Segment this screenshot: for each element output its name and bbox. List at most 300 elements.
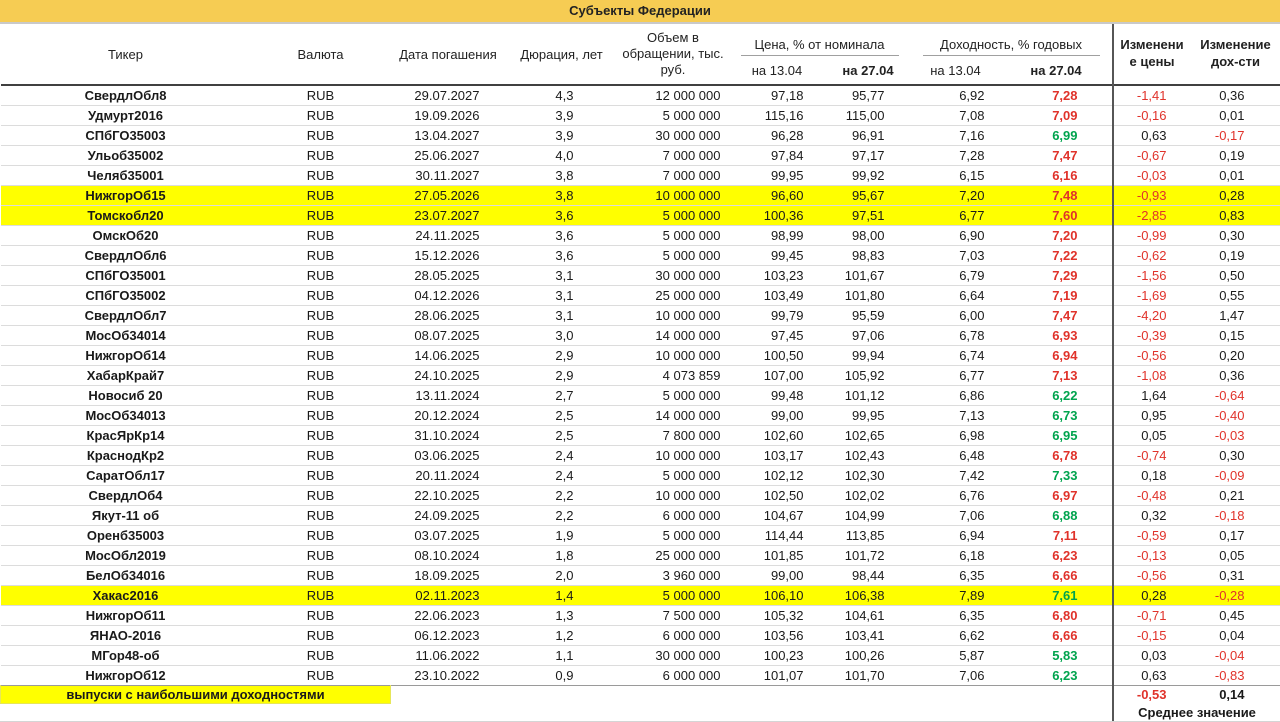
cell-price-2704[interactable]: 97,17 bbox=[826, 146, 911, 166]
cell-yield-change[interactable]: -0,28 bbox=[1191, 586, 1280, 606]
cell-duration[interactable]: 2,4 bbox=[506, 446, 618, 466]
cell-yield-change[interactable]: -0,03 bbox=[1191, 426, 1280, 446]
cell-price-1304[interactable]: 115,16 bbox=[729, 106, 826, 126]
cell-ticker[interactable]: Ульоб35002 bbox=[1, 146, 251, 166]
cell-maturity[interactable]: 13.04.2027 bbox=[391, 126, 506, 146]
cell-price-change[interactable]: 0,03 bbox=[1113, 646, 1191, 666]
cell-price-change[interactable]: -4,20 bbox=[1113, 306, 1191, 326]
cell-duration[interactable]: 2,2 bbox=[506, 486, 618, 506]
cell-price-change[interactable]: -0,99 bbox=[1113, 226, 1191, 246]
cell-price-2704[interactable]: 102,02 bbox=[826, 486, 911, 506]
col-header-volume[interactable]: Объем в обращении, тыс. руб. bbox=[622, 29, 724, 78]
cell-currency[interactable]: RUB bbox=[251, 226, 391, 246]
cell-yield-2704[interactable]: 7,48 bbox=[1001, 186, 1113, 206]
cell-price-change[interactable]: -0,03 bbox=[1113, 166, 1191, 186]
cell-price-2704[interactable]: 99,95 bbox=[826, 406, 911, 426]
cell-yield-change[interactable]: 0,50 bbox=[1191, 266, 1280, 286]
cell-yield-2704[interactable]: 6,16 bbox=[1001, 166, 1113, 186]
cell-yield-change[interactable]: 0,19 bbox=[1191, 146, 1280, 166]
cell-price-2704[interactable]: 113,85 bbox=[826, 526, 911, 546]
cell-volume[interactable]: 7 000 000 bbox=[618, 166, 729, 186]
cell-yield-2704[interactable]: 7,11 bbox=[1001, 526, 1113, 546]
cell-price-change[interactable]: -1,41 bbox=[1113, 85, 1191, 106]
cell-yield-2704[interactable]: 7,19 bbox=[1001, 286, 1113, 306]
cell-maturity[interactable]: 14.06.2025 bbox=[391, 346, 506, 366]
cell-duration[interactable]: 3,0 bbox=[506, 326, 618, 346]
cell-yield-2704[interactable]: 7,09 bbox=[1001, 106, 1113, 126]
cell-yield-1304[interactable]: 6,77 bbox=[911, 206, 1001, 226]
cell-yield-change[interactable]: 0,45 bbox=[1191, 606, 1280, 626]
cell-currency[interactable]: RUB bbox=[251, 126, 391, 146]
cell-maturity[interactable]: 25.06.2027 bbox=[391, 146, 506, 166]
cell-yield-1304[interactable]: 6,35 bbox=[911, 606, 1001, 626]
cell-price-2704[interactable]: 104,99 bbox=[826, 506, 911, 526]
cell-price-change[interactable]: -2,85 bbox=[1113, 206, 1191, 226]
cell-price-2704[interactable]: 104,61 bbox=[826, 606, 911, 626]
cell-volume[interactable]: 5 000 000 bbox=[618, 586, 729, 606]
cell-duration[interactable]: 2,0 bbox=[506, 566, 618, 586]
cell-yield-1304[interactable]: 6,86 bbox=[911, 386, 1001, 406]
cell-duration[interactable]: 3,6 bbox=[506, 226, 618, 246]
col-group-price[interactable] bbox=[729, 24, 911, 56]
cell-yield-1304[interactable]: 6,79 bbox=[911, 266, 1001, 286]
cell-price-change[interactable]: -0,13 bbox=[1113, 546, 1191, 566]
cell-yield-2704[interactable]: 6,80 bbox=[1001, 606, 1113, 626]
cell-volume[interactable]: 6 000 000 bbox=[618, 666, 729, 686]
cell-currency[interactable]: RUB bbox=[251, 666, 391, 686]
cell-price-2704[interactable]: 97,06 bbox=[826, 326, 911, 346]
cell-yield-2704[interactable]: 6,99 bbox=[1001, 126, 1113, 146]
cell-ticker[interactable]: Челяб35001 bbox=[1, 166, 251, 186]
cell-maturity[interactable]: 22.10.2025 bbox=[391, 486, 506, 506]
cell-price-change[interactable]: -0,67 bbox=[1113, 146, 1191, 166]
cell-yield-change[interactable]: 0,20 bbox=[1191, 346, 1280, 366]
cell-yield-2704[interactable]: 7,20 bbox=[1001, 226, 1113, 246]
cell-maturity[interactable]: 31.10.2024 bbox=[391, 426, 506, 446]
cell-price-change[interactable]: -0,15 bbox=[1113, 626, 1191, 646]
cell-currency[interactable]: RUB bbox=[251, 166, 391, 186]
cell-ticker[interactable]: Хакас2016 bbox=[1, 586, 251, 606]
cell-volume[interactable]: 5 000 000 bbox=[618, 246, 729, 266]
cell-ticker[interactable]: ХабарКрай7 bbox=[1, 366, 251, 386]
cell-maturity[interactable]: 03.07.2025 bbox=[391, 526, 506, 546]
cell-yield-change[interactable]: 0,17 bbox=[1191, 526, 1280, 546]
cell-yield-2704[interactable]: 6,93 bbox=[1001, 326, 1113, 346]
cell-yield-2704[interactable]: 6,22 bbox=[1001, 386, 1113, 406]
cell-price-2704[interactable]: 103,41 bbox=[826, 626, 911, 646]
cell-currency[interactable]: RUB bbox=[251, 286, 391, 306]
cell-ticker[interactable]: СПбГО35003 bbox=[1, 126, 251, 146]
cell-yield-change[interactable]: 0,01 bbox=[1191, 106, 1280, 126]
cell-price-2704[interactable]: 100,26 bbox=[826, 646, 911, 666]
cell-currency[interactable]: RUB bbox=[251, 186, 391, 206]
cell-yield-1304[interactable]: 7,08 bbox=[911, 106, 1001, 126]
cell-price-2704[interactable]: 99,94 bbox=[826, 346, 911, 366]
cell-price-1304[interactable]: 107,00 bbox=[729, 366, 826, 386]
cell-price-2704[interactable]: 101,72 bbox=[826, 546, 911, 566]
cell-currency[interactable]: RUB bbox=[251, 526, 391, 546]
cell-yield-1304[interactable]: 7,28 bbox=[911, 146, 1001, 166]
cell-price-1304[interactable]: 99,00 bbox=[729, 566, 826, 586]
cell-price-1304[interactable]: 105,32 bbox=[729, 606, 826, 626]
cell-price-change[interactable]: 0,18 bbox=[1113, 466, 1191, 486]
cell-maturity[interactable]: 29.07.2027 bbox=[414, 88, 480, 103]
cell-price-2704[interactable]: 97,51 bbox=[826, 206, 911, 226]
cell-maturity[interactable]: 06.12.2023 bbox=[391, 626, 506, 646]
cell-currency[interactable]: RUB bbox=[251, 586, 391, 606]
cell-volume[interactable]: 25 000 000 bbox=[618, 546, 729, 566]
cell-price-1304[interactable]: 106,10 bbox=[729, 586, 826, 606]
cell-maturity[interactable]: 23.10.2022 bbox=[391, 666, 506, 686]
cell-price-1304[interactable]: 103,49 bbox=[729, 286, 826, 306]
cell-yield-2704[interactable]: 7,28 bbox=[1052, 88, 1078, 103]
cell-price-2704[interactable]: 99,92 bbox=[826, 166, 911, 186]
cell-price-change[interactable]: 1,64 bbox=[1113, 386, 1191, 406]
cell-duration[interactable]: 2,7 bbox=[506, 386, 618, 406]
cell-volume[interactable]: 10 000 000 bbox=[618, 446, 729, 466]
cell-yield-1304[interactable]: 6,00 bbox=[911, 306, 1001, 326]
cell-ticker[interactable]: ЯНАО-2016 bbox=[1, 626, 251, 646]
cell-price-1304[interactable]: 114,44 bbox=[729, 526, 826, 546]
cell-price-1304[interactable]: 103,56 bbox=[729, 626, 826, 646]
cell-price-2704[interactable]: 95,77 bbox=[851, 88, 885, 103]
cell-yield-change[interactable]: 0,31 bbox=[1191, 566, 1280, 586]
cell-yield-change[interactable]: -0,40 bbox=[1191, 406, 1280, 426]
cell-volume[interactable]: 25 000 000 bbox=[618, 286, 729, 306]
cell-currency[interactable]: RUB bbox=[251, 206, 391, 226]
cell-yield-1304[interactable]: 6,98 bbox=[911, 426, 1001, 446]
cell-price-change[interactable]: -0,39 bbox=[1113, 326, 1191, 346]
cell-price-change[interactable]: -0,59 bbox=[1113, 526, 1191, 546]
cell-ticker[interactable]: Новосиб 20 bbox=[1, 386, 251, 406]
cell-yield-change[interactable]: -0,17 bbox=[1191, 126, 1280, 146]
cell-maturity[interactable]: 28.06.2025 bbox=[391, 306, 506, 326]
cell-ticker[interactable]: СвердлОбл8 bbox=[84, 88, 167, 103]
cell-currency[interactable]: RUB bbox=[251, 606, 391, 626]
highlight-note[interactable]: выпуски с наибольшими доходностями bbox=[1, 686, 391, 704]
cell-price-1304[interactable]: 97,84 bbox=[729, 146, 826, 166]
cell-yield-2704[interactable]: 6,73 bbox=[1001, 406, 1113, 426]
cell-price-1304[interactable]: 100,23 bbox=[729, 646, 826, 666]
cell-price-2704[interactable]: 95,67 bbox=[826, 186, 911, 206]
col-header-maturity[interactable]: Дата погашения bbox=[399, 46, 497, 62]
cell-duration[interactable]: 1,2 bbox=[506, 626, 618, 646]
cell-volume[interactable]: 30 000 000 bbox=[618, 266, 729, 286]
cell-currency[interactable]: RUB bbox=[251, 246, 391, 266]
cell-price-1304[interactable]: 96,28 bbox=[729, 126, 826, 146]
subheader-yield-2704[interactable]: на 27.04 bbox=[1030, 62, 1082, 78]
cell-maturity[interactable]: 20.11.2024 bbox=[391, 466, 506, 486]
cell-yield-1304[interactable]: 5,87 bbox=[911, 646, 1001, 666]
cell-yield-2704[interactable]: 6,78 bbox=[1001, 446, 1113, 466]
cell-yield-1304[interactable]: 6,76 bbox=[911, 486, 1001, 506]
cell-maturity[interactable]: 23.07.2027 bbox=[391, 206, 506, 226]
cell-volume[interactable]: 7 800 000 bbox=[618, 426, 729, 446]
cell-volume[interactable]: 5 000 000 bbox=[618, 106, 729, 126]
cell-price-change[interactable]: -0,56 bbox=[1113, 346, 1191, 366]
cell-price-1304[interactable]: 99,48 bbox=[729, 386, 826, 406]
cell-price-1304[interactable]: 99,95 bbox=[729, 166, 826, 186]
cell-duration[interactable]: 1,9 bbox=[506, 526, 618, 546]
cell-yield-change[interactable]: 0,36 bbox=[1191, 366, 1280, 386]
cell-duration[interactable]: 1,3 bbox=[506, 606, 618, 626]
cell-maturity[interactable]: 11.06.2022 bbox=[391, 646, 506, 666]
avg-price-change[interactable]: -0,53 bbox=[1113, 686, 1191, 704]
cell-price-change[interactable]: -0,16 bbox=[1113, 106, 1191, 126]
cell-ticker[interactable]: СПбГО35002 bbox=[1, 286, 251, 306]
cell-price-1304[interactable]: 100,50 bbox=[729, 346, 826, 366]
cell-maturity[interactable]: 19.09.2026 bbox=[391, 106, 506, 126]
cell-yield-change[interactable]: 0,21 bbox=[1191, 486, 1280, 506]
cell-price-change[interactable]: 0,63 bbox=[1113, 666, 1191, 686]
cell-maturity[interactable]: 04.12.2026 bbox=[391, 286, 506, 306]
cell-ticker[interactable]: КрасЯрКр14 bbox=[1, 426, 251, 446]
cell-price-2704[interactable]: 101,67 bbox=[826, 266, 911, 286]
cell-maturity[interactable]: 15.12.2026 bbox=[391, 246, 506, 266]
cell-ticker[interactable]: СПбГО35001 bbox=[1, 266, 251, 286]
cell-currency[interactable]: RUB bbox=[251, 546, 391, 566]
cell-price-change[interactable]: 0,05 bbox=[1113, 426, 1191, 446]
cell-price-1304[interactable]: 101,07 bbox=[729, 666, 826, 686]
cell-price-change[interactable]: -0,74 bbox=[1113, 446, 1191, 466]
cell-ticker[interactable]: Томскобл20 bbox=[1, 206, 251, 226]
cell-price-change[interactable]: -1,69 bbox=[1113, 286, 1191, 306]
cell-ticker[interactable]: НижгорОб11 bbox=[1, 606, 251, 626]
cell-ticker[interactable]: МосОбл2019 bbox=[1, 546, 251, 566]
cell-volume[interactable]: 5 000 000 bbox=[618, 386, 729, 406]
cell-yield-2704[interactable]: 7,61 bbox=[1001, 586, 1113, 606]
cell-duration[interactable]: 3,6 bbox=[506, 206, 618, 226]
col-header-yield-change[interactable]: Изменение дох-сти bbox=[1200, 37, 1271, 69]
cell-duration[interactable]: 1,1 bbox=[506, 646, 618, 666]
cell-duration[interactable]: 1,4 bbox=[506, 586, 618, 606]
cell-yield-change[interactable]: 0,05 bbox=[1191, 546, 1280, 566]
cell-price-1304[interactable]: 97,45 bbox=[729, 326, 826, 346]
cell-yield-change[interactable]: -0,18 bbox=[1191, 506, 1280, 526]
cell-maturity[interactable]: 03.06.2025 bbox=[391, 446, 506, 466]
cell-volume[interactable]: 7 000 000 bbox=[618, 146, 729, 166]
cell-ticker[interactable]: ОмскОб20 bbox=[1, 226, 251, 246]
cell-ticker[interactable]: КраснодКр2 bbox=[1, 446, 251, 466]
cell-yield-2704[interactable]: 6,66 bbox=[1001, 566, 1113, 586]
cell-currency[interactable]: RUB bbox=[251, 366, 391, 386]
col-group-yield[interactable] bbox=[911, 24, 1113, 56]
cell-yield-change[interactable]: 0,19 bbox=[1191, 246, 1280, 266]
cell-currency[interactable]: RUB bbox=[251, 466, 391, 486]
cell-volume[interactable]: 10 000 000 bbox=[618, 306, 729, 326]
cell-yield-1304[interactable]: 7,06 bbox=[911, 666, 1001, 686]
cell-price-1304[interactable]: 100,36 bbox=[729, 206, 826, 226]
cell-volume[interactable]: 5 000 000 bbox=[618, 466, 729, 486]
cell-yield-change[interactable]: 0,30 bbox=[1191, 446, 1280, 466]
cell-yield-1304[interactable]: 6,94 bbox=[911, 526, 1001, 546]
cell-price-1304[interactable]: 97,18 bbox=[770, 88, 804, 103]
cell-price-2704[interactable]: 98,44 bbox=[826, 566, 911, 586]
cell-ticker[interactable]: Удмурт2016 bbox=[1, 106, 251, 126]
cell-currency[interactable]: RUB bbox=[251, 106, 391, 126]
cell-ticker[interactable]: СвердлОбл6 bbox=[1, 246, 251, 266]
cell-price-2704[interactable]: 98,00 bbox=[826, 226, 911, 246]
cell-yield-1304[interactable]: 6,48 bbox=[911, 446, 1001, 466]
cell-yield-2704[interactable]: 6,97 bbox=[1001, 486, 1113, 506]
cell-price-2704[interactable]: 98,83 bbox=[826, 246, 911, 266]
cell-yield-change[interactable]: -0,64 bbox=[1191, 386, 1280, 406]
cell-ticker[interactable]: СвердлОбл7 bbox=[1, 306, 251, 326]
cell-yield-1304[interactable]: 6,77 bbox=[911, 366, 1001, 386]
cell-yield-1304[interactable]: 6,64 bbox=[911, 286, 1001, 306]
cell-yield-2704[interactable]: 7,60 bbox=[1001, 206, 1113, 226]
cell-yield-change[interactable]: 0,15 bbox=[1191, 326, 1280, 346]
cell-duration[interactable]: 2,9 bbox=[506, 346, 618, 366]
cell-ticker[interactable]: МосОб34014 bbox=[1, 326, 251, 346]
cell-maturity[interactable]: 13.11.2024 bbox=[391, 386, 506, 406]
cell-volume[interactable]: 30 000 000 bbox=[618, 126, 729, 146]
cell-volume[interactable]: 4 073 859 bbox=[618, 366, 729, 386]
cell-price-change[interactable]: -1,08 bbox=[1113, 366, 1191, 386]
cell-yield-1304[interactable]: 7,16 bbox=[911, 126, 1001, 146]
avg-yield-change[interactable]: 0,14 bbox=[1191, 686, 1280, 704]
cell-maturity[interactable]: 24.10.2025 bbox=[391, 366, 506, 386]
cell-yield-change[interactable]: 0,55 bbox=[1191, 286, 1280, 306]
cell-price-change[interactable]: 0,63 bbox=[1113, 126, 1191, 146]
cell-yield-change[interactable]: -0,04 bbox=[1191, 646, 1280, 666]
cell-yield-1304[interactable]: 7,20 bbox=[911, 186, 1001, 206]
cell-volume[interactable]: 10 000 000 bbox=[618, 186, 729, 206]
cell-yield-change[interactable]: 0,04 bbox=[1191, 626, 1280, 646]
cell-duration[interactable]: 3,9 bbox=[506, 126, 618, 146]
cell-yield-1304[interactable]: 6,90 bbox=[911, 226, 1001, 246]
cell-volume[interactable]: 5 000 000 bbox=[618, 526, 729, 546]
cell-price-1304[interactable]: 103,17 bbox=[729, 446, 826, 466]
cell-currency[interactable]: RUB bbox=[251, 326, 391, 346]
col-header-currency[interactable]: Валюта bbox=[297, 46, 344, 62]
cell-yield-1304[interactable]: 7,06 bbox=[911, 506, 1001, 526]
cell-maturity[interactable]: 08.10.2024 bbox=[391, 546, 506, 566]
cell-yield-2704[interactable]: 7,13 bbox=[1001, 366, 1113, 386]
cell-price-change[interactable]: -0,56 bbox=[1113, 566, 1191, 586]
cell-volume[interactable]: 6 000 000 bbox=[618, 626, 729, 646]
cell-yield-2704[interactable]: 7,29 bbox=[1001, 266, 1113, 286]
cell-volume[interactable]: 5 000 000 bbox=[618, 226, 729, 246]
cell-price-2704[interactable]: 101,80 bbox=[826, 286, 911, 306]
cell-price-change[interactable]: -1,56 bbox=[1113, 266, 1191, 286]
cell-duration[interactable]: 1,8 bbox=[506, 546, 618, 566]
cell-maturity[interactable]: 24.09.2025 bbox=[391, 506, 506, 526]
cell-yield-2704[interactable]: 6,88 bbox=[1001, 506, 1113, 526]
cell-yield-2704[interactable]: 7,47 bbox=[1001, 146, 1113, 166]
cell-maturity[interactable]: 20.12.2024 bbox=[391, 406, 506, 426]
cell-price-2704[interactable]: 101,70 bbox=[826, 666, 911, 686]
cell-yield-2704[interactable]: 6,23 bbox=[1001, 546, 1113, 566]
cell-duration[interactable]: 3,1 bbox=[506, 286, 618, 306]
cell-ticker[interactable]: СвердлОб4 bbox=[1, 486, 251, 506]
cell-yield-1304[interactable]: 7,13 bbox=[911, 406, 1001, 426]
cell-yield-1304[interactable]: 6,74 bbox=[911, 346, 1001, 366]
cell-price-1304[interactable]: 99,45 bbox=[729, 246, 826, 266]
cell-yield-2704[interactable]: 7,47 bbox=[1001, 306, 1113, 326]
cell-yield-1304[interactable]: 6,92 bbox=[959, 88, 985, 103]
cell-currency[interactable]: RUB bbox=[251, 386, 391, 406]
cell-price-change[interactable]: -0,71 bbox=[1113, 606, 1191, 626]
cell-price-2704[interactable]: 102,43 bbox=[826, 446, 911, 466]
cell-price-2704[interactable]: 106,38 bbox=[826, 586, 911, 606]
cell-yield-change[interactable]: -0,09 bbox=[1191, 466, 1280, 486]
cell-ticker[interactable]: НижгорОб15 bbox=[1, 186, 251, 206]
cell-yield-change[interactable]: 0,28 bbox=[1191, 186, 1280, 206]
cell-duration[interactable]: 3,6 bbox=[506, 246, 618, 266]
cell-yield-2704[interactable]: 6,66 bbox=[1001, 626, 1113, 646]
cell-duration[interactable]: 4,0 bbox=[506, 146, 618, 166]
cell-yield-2704[interactable]: 7,22 bbox=[1001, 246, 1113, 266]
cell-duration[interactable]: 2,4 bbox=[506, 466, 618, 486]
cell-ticker[interactable]: БелОб34016 bbox=[1, 566, 251, 586]
cell-duration[interactable]: 2,2 bbox=[506, 506, 618, 526]
cell-duration[interactable]: 3,9 bbox=[506, 106, 618, 126]
cell-price-2704[interactable]: 105,92 bbox=[826, 366, 911, 386]
cell-price-1304[interactable]: 96,60 bbox=[729, 186, 826, 206]
cell-maturity[interactable]: 30.11.2027 bbox=[391, 166, 506, 186]
cell-ticker[interactable]: СаратОбл17 bbox=[1, 466, 251, 486]
cell-duration[interactable]: 0,9 bbox=[506, 666, 618, 686]
cell-currency[interactable]: RUB bbox=[251, 446, 391, 466]
cell-duration[interactable]: 4,3 bbox=[555, 88, 574, 103]
cell-currency[interactable]: RUB bbox=[251, 146, 391, 166]
cell-price-2704[interactable]: 95,59 bbox=[826, 306, 911, 326]
cell-volume[interactable]: 10 000 000 bbox=[618, 486, 729, 506]
cell-price-change[interactable]: -0,62 bbox=[1113, 246, 1191, 266]
cell-price-2704[interactable]: 101,12 bbox=[826, 386, 911, 406]
cell-yield-change[interactable]: 1,47 bbox=[1191, 306, 1280, 326]
cell-yield-2704[interactable]: 7,33 bbox=[1001, 466, 1113, 486]
cell-maturity[interactable]: 28.05.2025 bbox=[391, 266, 506, 286]
cell-ticker[interactable]: МГор48-об bbox=[1, 646, 251, 666]
cell-volume[interactable]: 3 960 000 bbox=[618, 566, 729, 586]
cell-currency[interactable]: RUB bbox=[251, 626, 391, 646]
cell-maturity[interactable]: 22.06.2023 bbox=[391, 606, 506, 626]
cell-yield-1304[interactable]: 6,18 bbox=[911, 546, 1001, 566]
cell-yield-change[interactable]: 0,83 bbox=[1191, 206, 1280, 226]
cell-price-2704[interactable]: 102,30 bbox=[826, 466, 911, 486]
cell-duration[interactable]: 3,8 bbox=[506, 166, 618, 186]
cell-currency[interactable]: RUB bbox=[306, 88, 335, 103]
cell-price-1304[interactable]: 99,79 bbox=[729, 306, 826, 326]
cell-price-1304[interactable]: 99,00 bbox=[729, 406, 826, 426]
cell-yield-1304[interactable]: 6,15 bbox=[911, 166, 1001, 186]
cell-currency[interactable]: RUB bbox=[251, 426, 391, 446]
cell-price-2704[interactable]: 96,91 bbox=[826, 126, 911, 146]
cell-currency[interactable]: RUB bbox=[251, 506, 391, 526]
cell-price-1304[interactable]: 98,99 bbox=[729, 226, 826, 246]
cell-yield-change[interactable]: 0,30 bbox=[1191, 226, 1280, 246]
cell-currency[interactable]: RUB bbox=[251, 566, 391, 586]
col-header-price-change[interactable]: Изменение цены bbox=[1113, 24, 1191, 85]
cell-yield-1304[interactable]: 6,78 bbox=[911, 326, 1001, 346]
cell-volume[interactable]: 7 500 000 bbox=[618, 606, 729, 626]
cell-yield-change[interactable]: 0,01 bbox=[1191, 166, 1280, 186]
cell-currency[interactable]: RUB bbox=[251, 266, 391, 286]
cell-duration[interactable]: 3,1 bbox=[506, 306, 618, 326]
cell-duration[interactable]: 3,8 bbox=[506, 186, 618, 206]
cell-price-2704[interactable]: 102,65 bbox=[826, 426, 911, 446]
cell-price-change[interactable]: -0,93 bbox=[1113, 186, 1191, 206]
cell-volume[interactable]: 10 000 000 bbox=[618, 346, 729, 366]
cell-ticker[interactable]: Оренб35003 bbox=[1, 526, 251, 546]
cell-yield-1304[interactable]: 6,35 bbox=[911, 566, 1001, 586]
cell-price-1304[interactable]: 102,60 bbox=[729, 426, 826, 446]
cell-duration[interactable]: 2,9 bbox=[506, 366, 618, 386]
cell-price-change[interactable]: 0,32 bbox=[1113, 506, 1191, 526]
subheader-price-2704[interactable]: на 27.04 bbox=[842, 62, 894, 78]
